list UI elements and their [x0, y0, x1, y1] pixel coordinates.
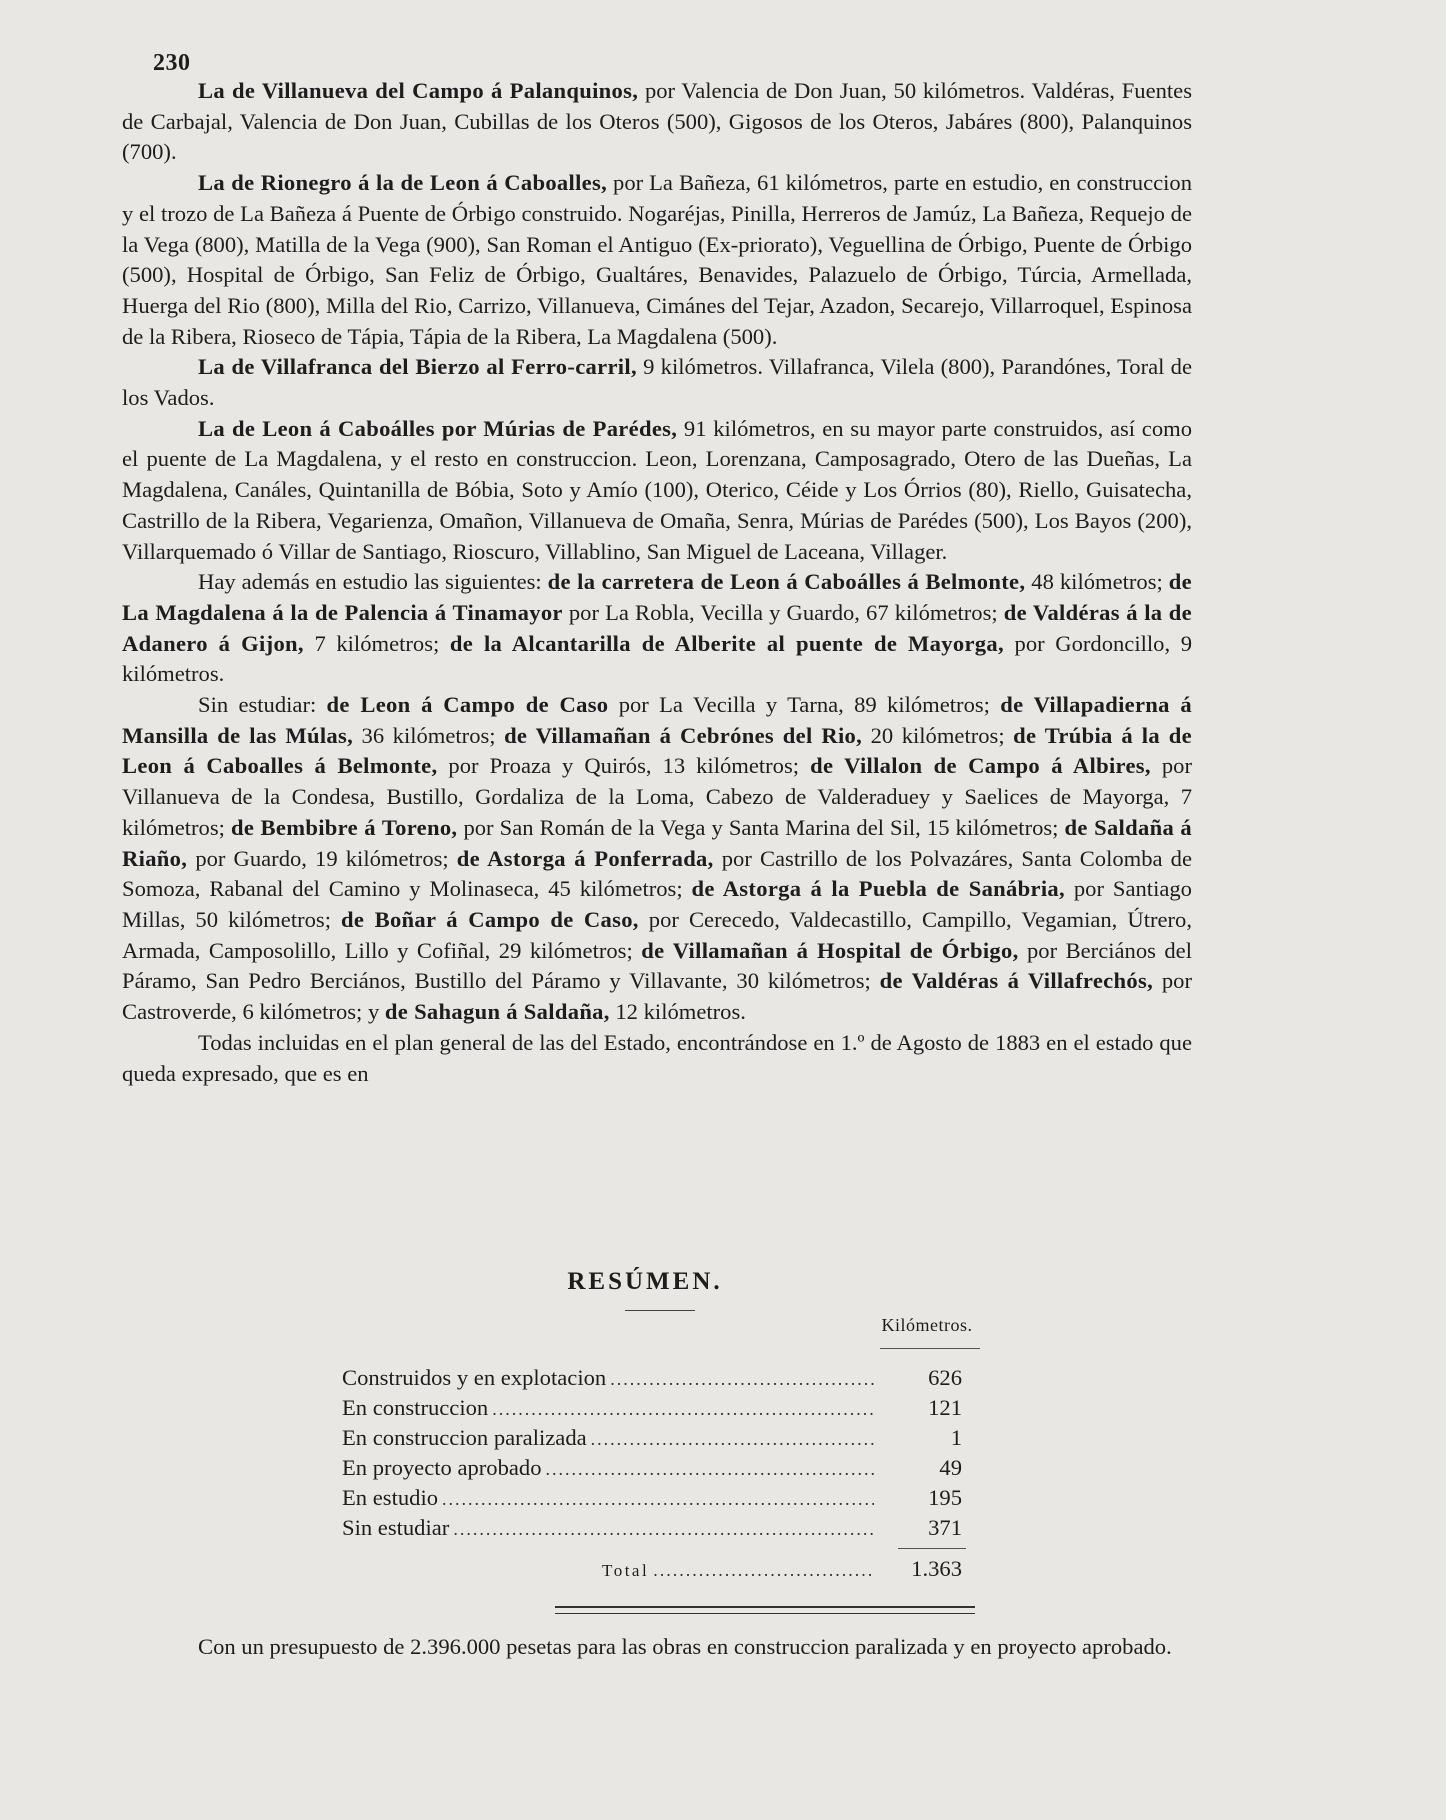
summary-row	[342, 1485, 962, 1515]
page-number: 230	[153, 50, 191, 76]
total-value: 1.363	[911, 1556, 962, 1581]
paragraph-text: por San Román de la Vega y Santa Marina del Sil, 15 kilómetros;	[457, 814, 1065, 840]
summary-label: En construccion paralizada	[342, 1425, 587, 1450]
paragraph-text: 7 kilómetros;	[303, 630, 450, 656]
summary-row	[342, 1365, 962, 1395]
leader-dots	[546, 1459, 874, 1480]
road-name: de Boñar á Campo de Caso,	[341, 906, 639, 932]
leader-dots	[442, 1489, 874, 1510]
paragraph	[122, 690, 1192, 1028]
road-name: La de Rionegro á la de Leon á Caboalles,	[198, 170, 608, 196]
paragraph-text: Sin estudiar:	[198, 692, 327, 718]
summary-table	[342, 1365, 962, 1545]
road-name: de Villapadierna á Mansilla de las Múlas,	[122, 692, 1192, 748]
road-name: de Valdéras á Villafrechós,	[879, 968, 1154, 994]
paragraph-text: Todas incluidas en el plan general de las del Estado, encontrándose en 1.º de Agosto de 1883 en el estado que queda expresado, que es en	[122, 1029, 1192, 1086]
paragraph-text: por Castroverde, 6 kilómetros; y	[122, 968, 1192, 1025]
paragraph	[122, 567, 1192, 690]
summary-label: En construccion	[342, 1395, 489, 1420]
paragraph-text: por Castrillo de los Polvazáres, Santa Colomba de Somoza, Rabanal del Camino y Molinaseca, 45 kilómetros;	[122, 845, 1192, 902]
summary-row	[342, 1425, 962, 1455]
unit-header-rule	[880, 1348, 980, 1349]
paragraph-text: por Valencia de Don Juan, 50 kilómetros. Valdéras, Fuentes de Carbajal, Valencia de Don Juan, Cubillas de los Oteros (500), Gigosos de los Oteros, Jabáres (800), Palanquinos (700).	[122, 78, 1192, 165]
summary-row	[342, 1395, 962, 1425]
road-name: de Astorga á Ponferrada,	[456, 845, 714, 871]
summary-value: 49	[939, 1455, 962, 1480]
paragraph-text: por La Bañeza, 61 kilómetros, parte en estudio, en construccion y el trozo de La Bañeza á Puente de Órbigo construido. Nogaréjas, Pinilla, Herreros de Jamúz, La Bañeza, Requejo de la Vega (800), Matilla de la Vega (900), San Roman el Antiguo (Ex-priorato), Veguellina de Órbigo, Puente de Órbigo (500), Hospital de Órbigo, San Feliz de Órbigo, Gualtáres, Benavides, Palazuelo de Órbigo, Túrcia, Armellada, Huerga del Rio (800), Milla del Rio, Carrizo, Villanueva, Cimánes del Tejar, Azadon, Secarejo, Villarroquel, Espinosa de la Ribera, Rioseco de Tápia, Tápia de la Ribera, La Magdalena (500).	[122, 170, 1192, 349]
summary-label: Sin estudiar	[342, 1515, 450, 1540]
summary-value: 121	[928, 1395, 962, 1420]
summary-value: 1	[950, 1425, 962, 1450]
paragraph-text: 36 kilómetros;	[353, 722, 505, 748]
paragraph-text: por Santiago Millas, 50 kilómetros;	[122, 876, 1192, 932]
paragraph-text: por Villanueva de la Condesa, Bustillo, Gordaliza de la Loma, Cabezo de Valderaduey y Saelices de Mayorga, 7 kilómetros;	[122, 753, 1192, 840]
summary-row	[342, 1515, 962, 1545]
road-name: de la carretera de Leon á Caboálles á Belmonte,	[547, 569, 1026, 595]
road-name: La de Villafranca del Bierzo al Ferro-carril,	[198, 354, 637, 380]
paragraph-text: por Berciános del Páramo, San Pedro Berciános, Bustillo del Páramo y Villavante, 30 kilómetros;	[122, 937, 1192, 994]
summary-value: 626	[928, 1365, 962, 1390]
paragraph-text: por La Robla, Vecilla y Guardo, 67 kilómetros;	[562, 599, 1004, 625]
paragraph-text: 20 kilómetros;	[862, 722, 1014, 748]
road-name: de Sahagun á Saldaña,	[384, 999, 610, 1025]
leader-dots	[492, 1399, 874, 1420]
road-name: de la Alcantarilla de Alberite al puente de Mayorga,	[449, 630, 1004, 656]
road-name: de Villalon de Campo á Albires,	[810, 753, 1151, 779]
summary-value: 195	[928, 1485, 962, 1510]
summary-row	[342, 1455, 962, 1485]
road-name: de Saldaña á Riaño,	[122, 814, 1193, 871]
paragraph-text: 12 kilómetros.	[609, 999, 746, 1025]
total-label: Total	[602, 1561, 650, 1580]
road-name: de Villamañan á Hospital de Órbigo,	[641, 937, 1019, 963]
paragraph-text: por Guardo, 19 kilómetros;	[187, 845, 457, 871]
road-name: de Astorga á la Puebla de Sanábria,	[691, 876, 1065, 902]
paragraph-text: por Cerecedo, Valdecastillo, Campillo, Vegamian, Útrero, Armada, Camposolillo, Lillo y Cofiñal, 29 kilómetros;	[122, 906, 1192, 963]
paragraph-text: 48 kilómetros;	[1025, 569, 1169, 595]
paragraph-text: por Proaza y Quirós, 13 kilómetros;	[437, 753, 811, 779]
road-name: de Valdéras á la de Adanero á Gijon,	[122, 599, 1192, 656]
sum-rule	[898, 1548, 966, 1549]
paragraph	[122, 414, 1192, 568]
road-name: La de Leon á Caboálles por Múrias de Parédes,	[198, 415, 678, 441]
summary-title: RESÚMEN.	[567, 1268, 723, 1295]
leader-dots	[610, 1369, 874, 1390]
total-double-rule	[555, 1606, 975, 1614]
road-name: de Leon á Campo de Caso	[326, 692, 609, 718]
footer-text: Con un presupuesto de 2.396.000 pesetas para las obras en construccion paralizada y en proyecto aprobado.	[198, 1634, 1172, 1659]
summary-label: En proyecto aprobado	[342, 1455, 542, 1480]
paragraph	[122, 76, 1192, 168]
road-name: de Trúbia á la de Leon á Caboalles á Belmonte,	[122, 722, 1192, 779]
paragraph-text: 91 kilómetros, en su mayor parte construidos, así como el puente de La Magdalena, y el resto en construccion. Leon, Lorenzana, Camposagrado, Otero de las Dueñas, La Magdalena, Canáles, Quintanilla de Bóbia, Soto y Amío (100), Oterico, Céide y Los Órrios (80), Riello, Guisatecha, Castrillo de la Ribera, Vegarienza, Omañon, Villanueva de Omaña, Senra, Múrias de Parédes (500), Los Bayos (200), Villarquemado ó Villar de Santiago, Rioscuro, Villablino, San Miguel de Laceana, Villager.	[122, 415, 1192, 564]
road-name: de Villamañan á Cebrónes del Rio,	[504, 722, 863, 748]
road-name: de Bembibre á Toreno,	[230, 814, 458, 840]
paragraph	[122, 1028, 1192, 1089]
leader-dots	[591, 1429, 874, 1450]
paragraph	[122, 352, 1192, 413]
paragraph-text: Hay además en estudio las siguientes:	[198, 569, 548, 595]
leader-dots	[453, 1519, 874, 1540]
road-name: de La Magdalena á la de Palencia á Tinamayor	[122, 569, 1192, 625]
leader-dots	[653, 1560, 874, 1581]
paragraph-text: 9 kilómetros. Villafranca, Vilela (800), Parandónes, Toral de los Vados.	[122, 354, 1192, 411]
total-row	[602, 1556, 962, 1586]
paragraph	[122, 168, 1192, 352]
summary-label: En estudio	[342, 1485, 439, 1510]
title-rule	[625, 1310, 695, 1311]
summary-value: 371	[928, 1515, 962, 1540]
body-text	[122, 76, 1192, 1089]
road-name: La de Villanueva del Campo á Palanquinos,	[198, 78, 639, 103]
paragraph-text: por La Vecilla y Tarna, 89 kilómetros;	[608, 692, 1001, 718]
footer-paragraph	[122, 1632, 1192, 1663]
paragraph-text: por Gordoncillo, 9 kilómetros.	[122, 630, 1192, 687]
summary-label: Construidos y en explotacion	[342, 1365, 607, 1390]
unit-header: Kilómetros.	[881, 1315, 973, 1335]
